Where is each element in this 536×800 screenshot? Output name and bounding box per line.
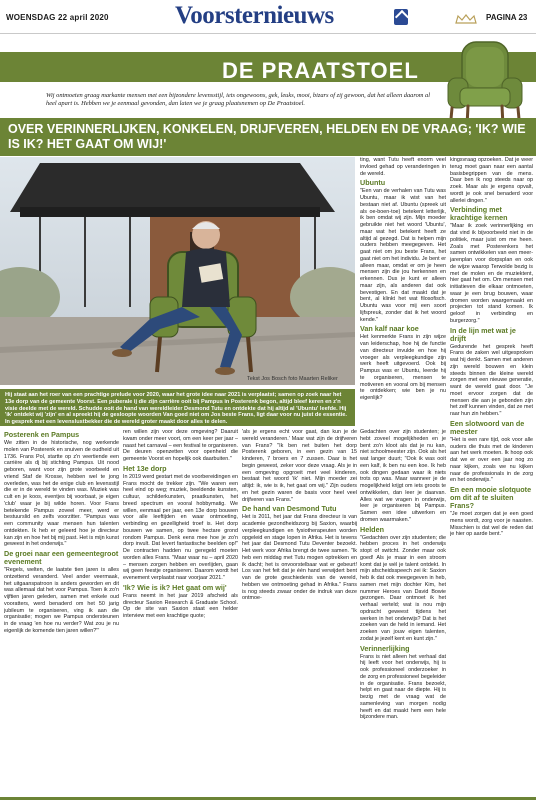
body-paragraph: ren willen zijn voor deze omgeving? Daaruit kwam onder meer voort, om een keer per jaar – naast het carnaval – een festival te organiseren. De deuren openzetten voor openheid die gemeente Voorst en hopelijk ook daarbuiten." [123, 429, 238, 462]
body-paragraph: "Regels, welten, de laatste tien jaren is alles ontzettend veranderd. Veel ander veermaak, het uitgaanspatroon is anders geworden en dit was allemaal dat het voor Pampus. Toen ik zo'n vijftien jaren geleden, samen met enkele oud vooratters, werd benaderd om het 50 jarig jubileum te organiseren, ving ik aan die organisatie; mogen we Pampus ondersteunen in de vraag 'en hoe nu verder? Wat zou je nu eigenlijk de komende tien jaren willen?'" [4, 567, 119, 634]
body-paragraph: "Gedachten over zijn studenten; die hebben proces in het onderwijs stopt of switcht. Zonder maar ook goed! Als je maar in een stroom komt dat je wél je talent ontdekt. In mijn afscheidsspeech zei ik: Saxion heb ik dat ook meegegeven in heb, samen met mijn dochter Kim, het nummer Heroes van David Bowie gezongen. Daar ontmoet ik het verhaal verteld; wat is nou mijn opdracht geweest tijdens het werken in het onderwijs? Dat is het zoeken van de held in iemand. Het zoeken van jouw eigen talenten, zodat je jezelf kent en kunt zijn." [360, 534, 446, 642]
subheading: Het 13e dorp [123, 463, 167, 473]
logo-house-icon [394, 9, 408, 25]
subheading: 'Ik? Wie is ik? Het gaat om wij' [123, 582, 227, 592]
body-paragraph: ting, want Tutu heeft enorm veel invloed gehad op veranderingen in de wereld. [360, 157, 446, 177]
column-3 [242, 429, 357, 798]
subheading: Verinnerlijking [360, 643, 410, 653]
column-2 [123, 429, 238, 798]
masthead [0, 0, 536, 34]
column-5 [360, 429, 446, 795]
subheading: De groei naar een gemeentegroot evenement [4, 549, 119, 566]
column-1 [4, 429, 119, 798]
body-paragraph: "Het is een rare tijd, ook voor alle ouders die thuis met de kinderen aan het werk moeten. Ik hoop ook dat we er over een jaar nog zo naar kijken, zoals we nu kijken naar de professionals in de zorg en het onderwijs." [450, 436, 533, 484]
subheading: Posterenk en Pampus [4, 430, 80, 439]
newspaper-title: Voorsternieuws [175, 2, 334, 29]
column-6 [450, 157, 533, 795]
body-paragraph: "Maar ik zoek verinnerlijking en dat vind ik bijvoorbeeld niet in de politiek, maar juist om me heen. Zoals met Posterenkers het samen ontwikkelen van een meer-jarenplan voor dorpsplan en ook de wijze waarop Terwolde bezig is met de molen en de muziektent, hier gaat het om. Om mensen met initiatieven die elkaar ontmoeten, waar je een brug bouwen, waar dromen worden waargemaakt en projecten tot stand komen. Ik geloof in verbinding en burgerzorg." [450, 223, 533, 324]
body-paragraph: Het kenmerkte Frans in zijn wijze van leiderschap, hoe hij de functie van directeur invulde en hoe hij vroeger als verpleegkundige zijn werk heeft uitgevoerd. Ook bij Pampus was er Ubuntu, leerde hij te organiseren, mensen te motiveren en vooral om bij mensen te ontdekken; wie ben je nu eigenlijk? [360, 334, 446, 401]
issue-date: WOENSDAG 22 april 2020 [6, 13, 109, 22]
subheading: Van kalf naar koe [360, 324, 419, 334]
subheading: De hand van Desmond Tutu [242, 504, 337, 514]
intro-text: Wij ontmoeten graag markante mensen met een bijzondere levensstijl, iets ongewoons, gek, leuks, mooi, bizars of zij gewoon, dat het alleen daarom al heel apart is. Hebben we je eenmaal gevonden, dan laten we je graag plaatsnemen op De Praatstoel. [46, 92, 430, 107]
body-paragraph: In 2019 werd gestart met de voorbereidingen en Frans mocht de trekker zijn. "We waren een heel eind op weg; muziek, beeldende kunsten, cultuur, schilderkunsten, praatkunsten, het breed spectrum en vooral hobbymatig. We willen, eenmaal per jaar, een 13e dorp bouwen voor alle leeftijden en waar ontmoeting, verbinding en gezelligheid troef is. Het dorp bouwen we samen, op twee hectare grond rondom Pampus. Denk eens mee hoe je zo'n dorp invult. Dat levert fantastische beelden op!" De contracten hadden nu geregeld moeten worden alles Frans. "Maar waar nu – april 2020 – mensen zorgen hebben en overlijden, gaan wij geen feestje organiseren. Daarom wordt het evenement verplaatst naar voorjaar 2021." [123, 473, 238, 581]
subheading: Ubuntu [360, 178, 386, 188]
subheading: Een slotwoord van de meester [450, 418, 525, 436]
lead-paragraph: Hij staat aan het roer van een prachtige prelude voor 2020, waar het grote idee naar 2021 is verplaatst; samen op zoek naar het 13e dorp van de gemeente Voorst. Een puberale ij die zijn carrière ooit bij Pampus in Posterenk begon, altijd bleef keren en z'n visie deelde met de wereld. Schudde ooit de hand van wereldleider Desmond Tutu en ontdekte dat hij altijd al 'Ubuntu' leefde. Hij 'ik' ontdekt wij 'zijn' en al spreekt hij de gesloopte woorden Van goed niet om Jos beste Frans, ligt daar voor nu juist de essentie. In gesprek met een levenslustbekker die de wereld groter maakt door alles te delen. [0, 389, 355, 426]
subheading: In de lijn met wat je drijft [450, 325, 516, 343]
column-4 [360, 157, 446, 425]
page-number: PAGINA 23 [486, 13, 528, 22]
body-paragraph: Frans neemt in het jaar 2019 afscheid als directeur Saxion Research & Graduate School. Op de site van Saxion staat een helder interview met een krachtige quote; [123, 592, 238, 619]
body-paragraph: 'als je ergens echt voor gaat, dan kun je de wereld veranderen.' Maar wat zijn de drijfveren van Frans? "Ik ben net buiten het dorp Posterenk geboren, in een gezin van 15 kinderen, 7 broers en 7 zussen. Daar is het begin geweest, zeker voor deze vraag. Als je in een omgeving opgroeit met veel kinderen, bestaat het woord 'ik' niet. Mijn moeder zei altijd: ik, wie is ik, het gaat om wij." Zijn ouders en het gezin waren de basis voor heel veel drijfveren van Frans." [242, 429, 357, 503]
body-paragraph: "Een van de verhalen van Tutu was Ubuntu, maar ik wist van het bestaan niet af. Ubuntu (spreek uit als oe-boen-toe) betekent letterlijk, ik ben omdat wij zijn. Mijn moeder gebruikte niet het woord 'Ubuntu', maar wat het betekent heeft ze altijd al gezegd. Dat is helpen mijn ouders hebben meegegeven. Het gaat niet om jou beste Frans, het gaat niet om het individu. Je bent er alleen maar, omdat er om je heen mensen zijn die jou herkennen en erkennen. Dus je kunt er alleen maar zijn, als anderen dat ook bevestigen. En dat maakt dat je bent, al klinkt het wat filosofisch. Ubuntu was voor mij een soort lijfspreuk, zonder dat ik het woord kende." [360, 188, 446, 323]
subheading: Helden [360, 524, 384, 534]
body-paragraph: Frans is niet alleen het verhaal dat hij leeft voor het onderwijs, hij is ook professioneel onderzoeker in de zorg en professioneel begeleider in de organisatie. Frans bezoekt, helpt en gaat naar de diepte. Hij is bezig met de vraag wat de samenleving van morgen nodig heeft en dat maakt hem een hele bijzondere man. [360, 653, 446, 721]
section-title: DE PRAATSTOEL [222, 58, 419, 83]
body-paragraph: Gedachten over zijn studenten; je hebt zoveel mogelijkheden en je bent zo'n kloot als dat je nu kan, niet schoolmeester zijn. Ook als het wat langer duurt; "Ook ik was ooit een kalf, ik ben nu een koe. Ik heb ook dingen gedaan waar ik niets trots op was. Maar wanneer je de mogelijkheid krijgt om iets groots te ontwikkelen, dan leer je daarvan. Alles wat we vragen in onderwijs, leer je organiseren bij Pampus. Samen een idee uitwerken en dromen waarmaken." [360, 429, 446, 523]
subheading: Verbinding met krachtige kernen [450, 205, 508, 223]
photo-scene [0, 157, 355, 385]
photo-caption: Tekst Jos Bosch foto Maarten Reliker [247, 376, 338, 382]
body-paragraph: Gedurende het gesprek heeft Frans de zaken wel uitgesproken wat hij denkt. Samen met anderen zijn wereld bouwen en klein steeds binnen die kleine wereld zorgen met een nieuwe generatie, want de wereld gaat door. "Je moet ervoor zorgen dat de mensen die aan je gebonden zijn het zelf kunnen vinden, dat ze met raar hun zin hebben." [450, 343, 533, 417]
body-paragraph: "Je moet zorgen dat je een goed mens wordt, zorg voor je naasten. Misschien is dat wel de reden dat je hier op aarde bent." [450, 511, 533, 538]
crown-icon [455, 14, 477, 24]
article-headline: OVER VERINNERLIJKEN, KONKELEN, DRIJFVEREN, HELDEN EN DE VRAAG; 'IK? WIE IS IK? HET GAAT OM WIJ!' [0, 118, 536, 156]
subheading: En een mooie slotquote om dit af te sluiten Frans? [450, 485, 532, 510]
body-paragraph: kingsvraag opzoeken. Dat je weer terug moet gaan naar een aantal basisbegrippen van de mens. Daar ben ik nog steeds naar op zoek. Maar als je ergens opvalt, wordt je ook snel benaderd voor allerlei dingen." [450, 157, 533, 204]
body-paragraph: Het is 2011, het jaar dat Frans directeur is van academie gezondheidszorg bij Saxion, waarbij verpleegkundigen en fysiotherapeuten worden opgeleid en stage lopen in Afrika. Het is tevens het jaar dat Desmond Tutu Deventer bezoekt. Het werk voor Afrika brengt de twee samen. "Ik heb een middag met Tutu mogen optrekken en ik dacht; het is onvoorstelbaar wat er gebeurt! Los van het feit dat je één hand verwijdert bent van de grote geschiedenis van de wereld, hebben we ontmoeting gehad in Afrika." Frans is nog steeds zwaar onder de indruk van deze ontmoe- [242, 514, 357, 602]
portrait-photo [0, 157, 355, 385]
body-paragraph: We zitten in de historische, nog werkende molen van Posterenk en snuiven de oudheid uit 1736. Frans Pol, startte op z'n veertiende een carrière als dj bij stichting Pampus. Uit nood geboren, want voor zijn grote voorbeeld en vriend Staf de Krosse, hebben wel te jong overleden, was het de enige club en levensstijl die er in de wereld te vinden was. Muziek was cult en je koos, eventjes bij voorbaat, je eigen 'club' waar je bij wilde horen. Voor Frans betekende Pampus zoveel meer, werd er bestuurslid en zelfs voorzitter. "Pampus was een community waar mensen hun talenten ontdekten. Ik heb er geleerd hoe je directeur kan zijn en hoe het bij mij past. Het is mijn kunst geweest in het onderwijs." [4, 440, 119, 548]
